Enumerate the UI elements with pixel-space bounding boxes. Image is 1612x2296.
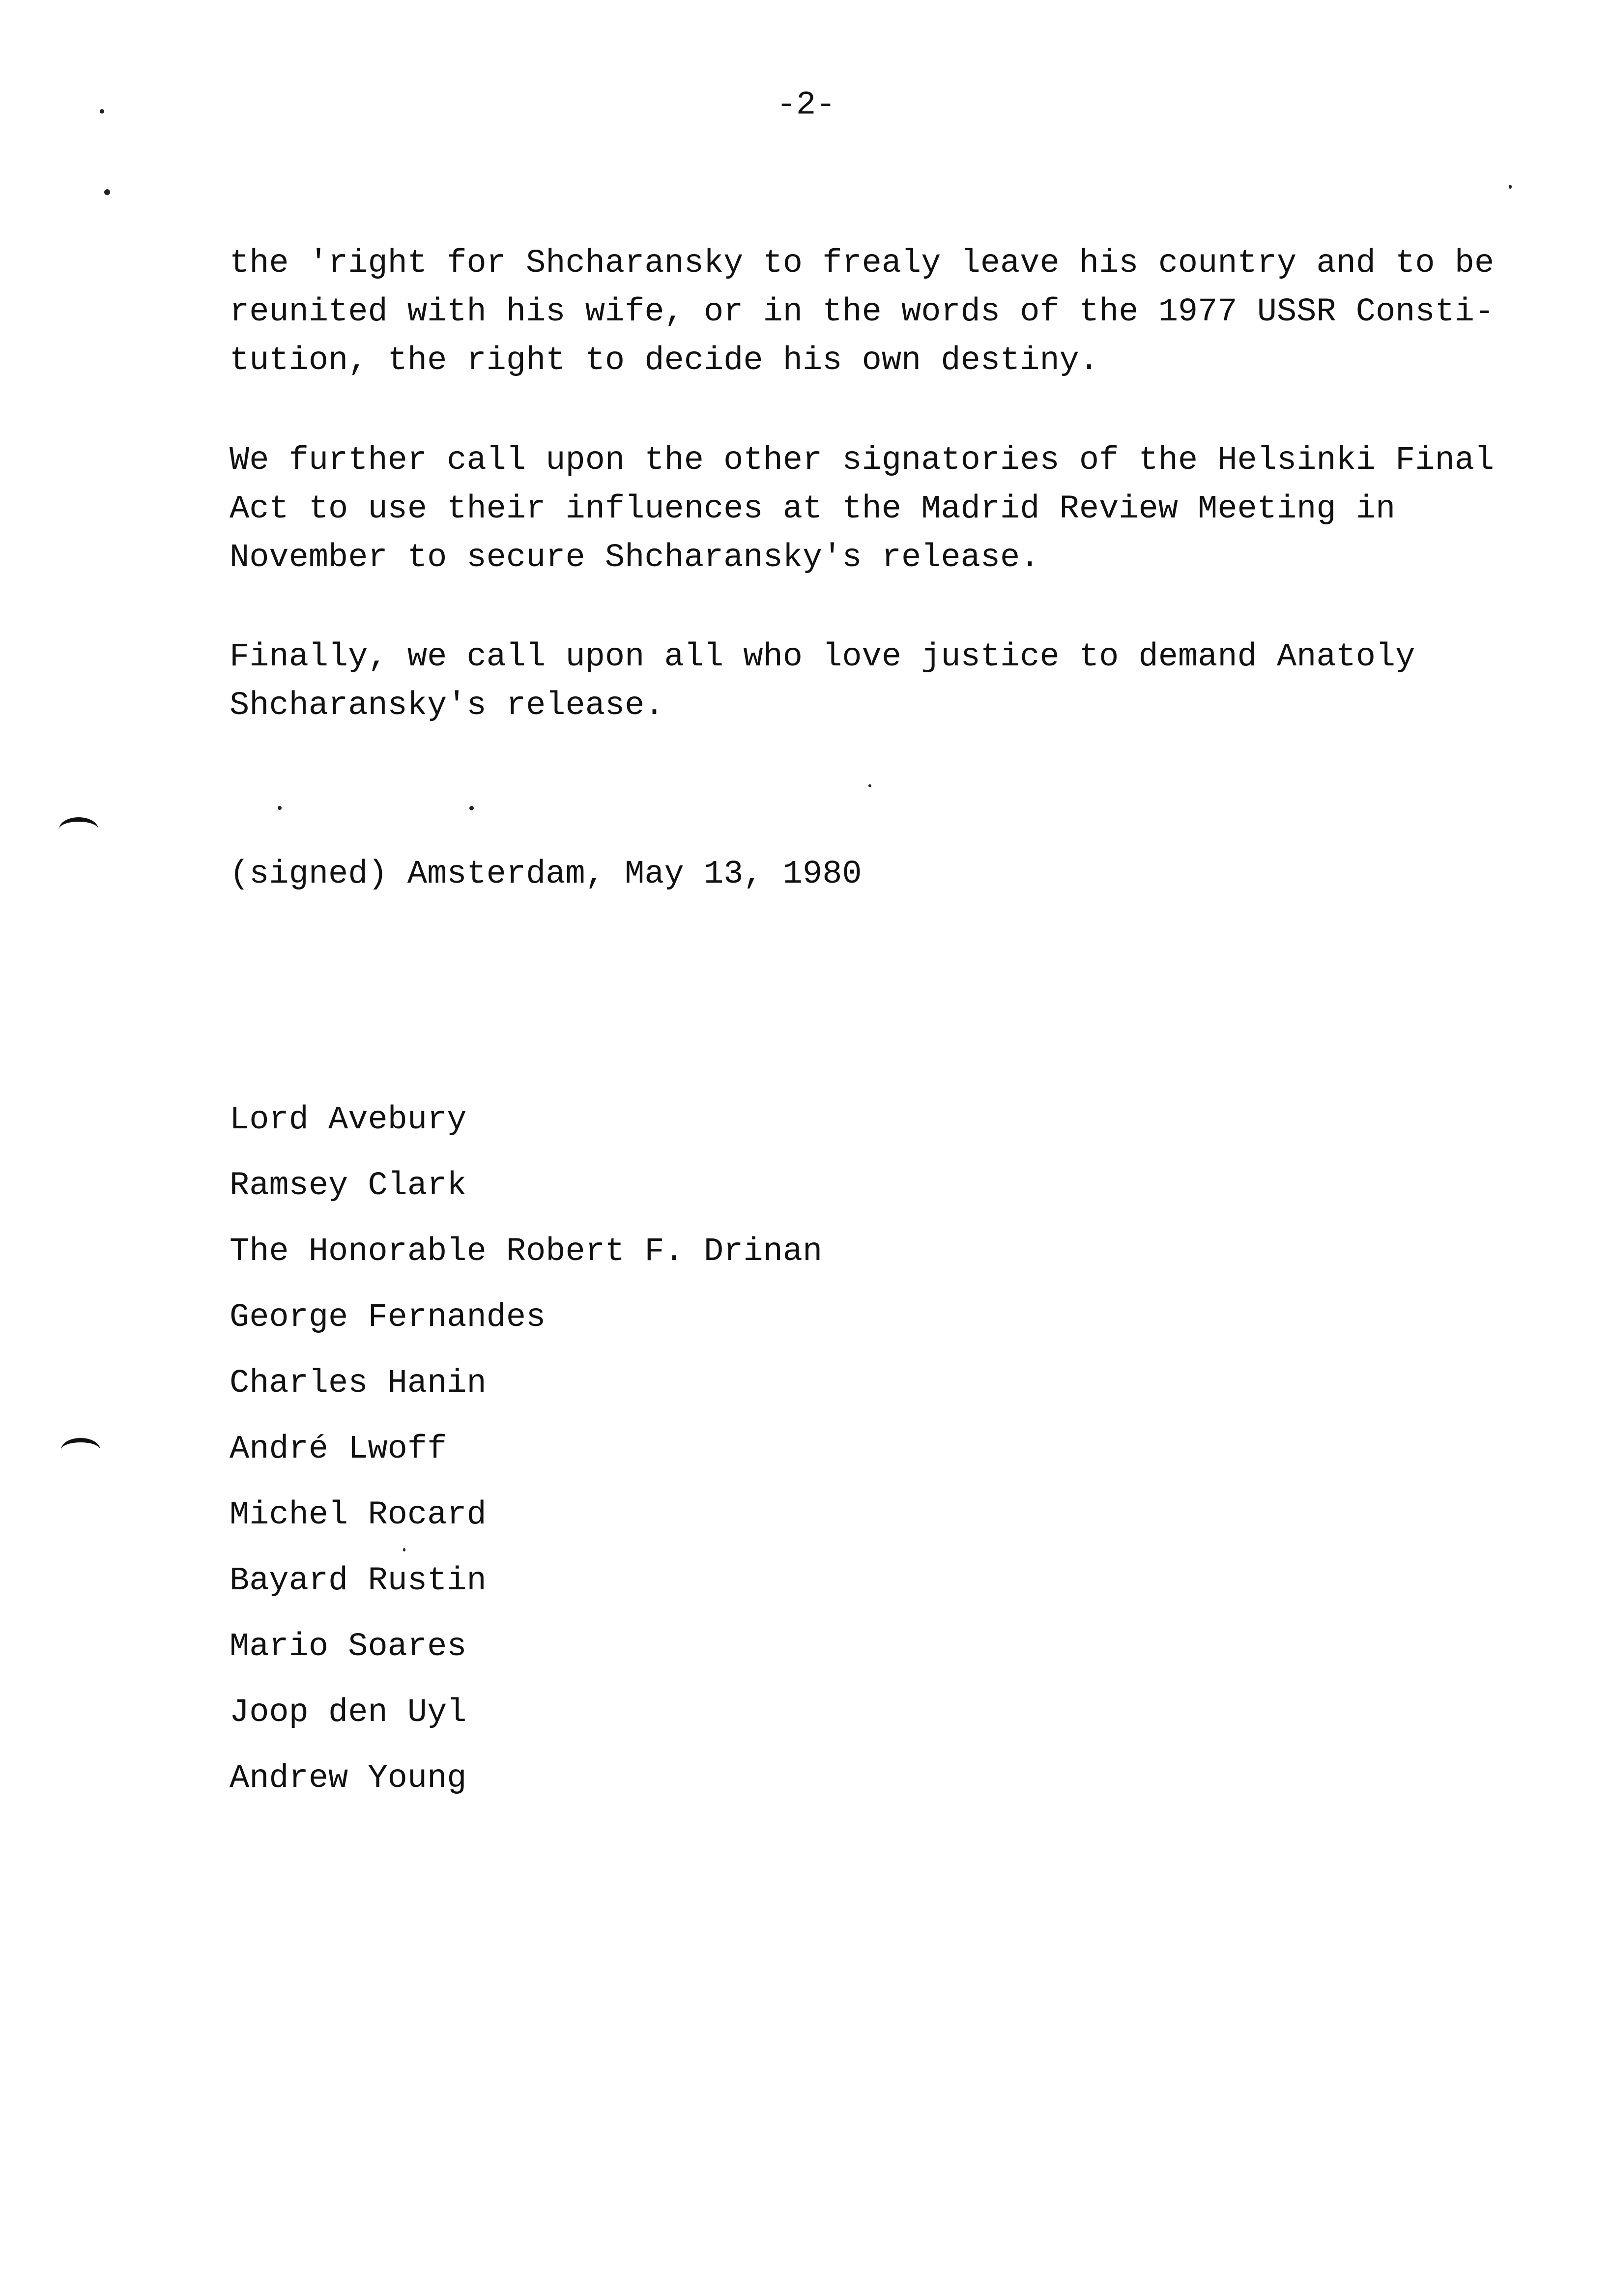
signatory-name: Lord Avebury xyxy=(230,1101,467,1139)
paragraph-line: Finally, we call upon all who love justice to demand Anatoly xyxy=(230,638,1415,676)
paragraph-line: reunited with his wife, or in the words of the 1977 USSR Consti- xyxy=(230,293,1495,331)
scan-speck xyxy=(100,109,104,114)
punch-hole-mark xyxy=(61,1438,100,1462)
page-number: -2- xyxy=(776,86,836,124)
signatory-name: André Lwoff xyxy=(230,1431,447,1468)
scan-speck xyxy=(868,784,871,787)
punch-hole-mark xyxy=(59,817,98,841)
paragraph-line: the 'right for Shcharansky to frealy leave his country and to be xyxy=(230,245,1495,282)
scan-speck xyxy=(469,806,474,810)
scan-speck xyxy=(278,806,282,810)
signatory-name: Charles Hanin xyxy=(230,1365,487,1402)
signatory-name: Mario Soares xyxy=(230,1628,467,1665)
paragraph-line: Shcharansky's release. xyxy=(230,687,664,724)
signatory-name: Joop den Uyl xyxy=(230,1694,467,1731)
paragraph-right-to-leave xyxy=(230,239,1556,385)
paragraph-line: tution, the right to decide his own destiny. xyxy=(230,342,1099,379)
signatory-name: Michel Rocard xyxy=(230,1496,487,1534)
scan-speck xyxy=(403,1548,405,1551)
scan-speck xyxy=(104,189,110,195)
paragraph-line: November to secure Shcharansky's release. xyxy=(230,539,1040,576)
paragraph-final-call xyxy=(230,633,1556,730)
paragraph-helsinki-call xyxy=(230,436,1556,582)
signatory-name: Ramsey Clark xyxy=(230,1167,467,1205)
signatory-name: George Fernandes xyxy=(230,1299,546,1336)
signed-place-date: (signed) Amsterdam, May 13, 1980 xyxy=(230,856,862,893)
paragraph-line: Act to use their influences at the Madrid Review Meeting in xyxy=(230,490,1396,528)
signatory-name: The Honorable Robert F. Drinan xyxy=(230,1233,823,1270)
signatory-list xyxy=(230,1096,822,1820)
signatory-name: Andrew Young xyxy=(230,1760,467,1797)
scan-speck xyxy=(1509,185,1512,189)
paragraph-line: We further call upon the other signatories of the Helsinki Final xyxy=(230,442,1495,479)
signatory-name: Bayard Rustin xyxy=(230,1562,487,1600)
